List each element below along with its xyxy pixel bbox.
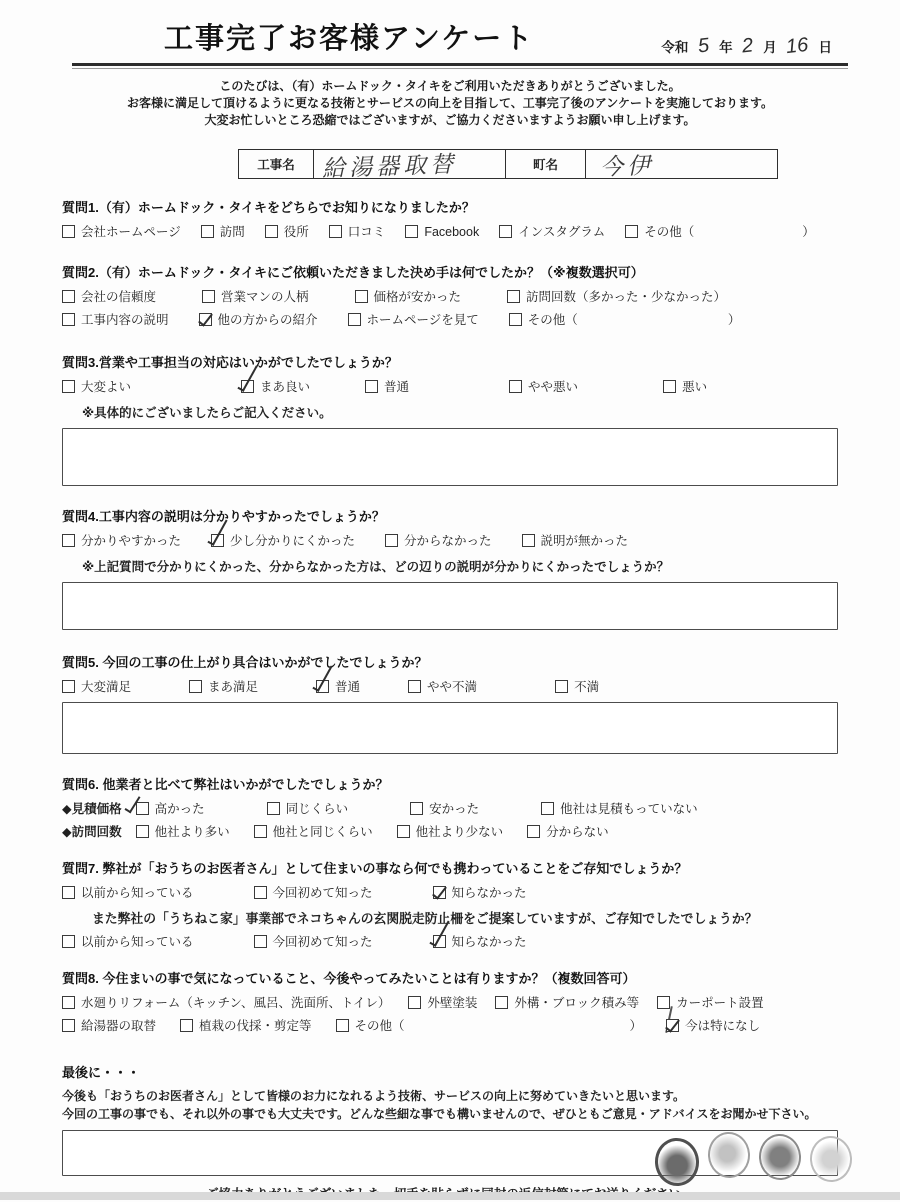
checkbox	[625, 225, 638, 238]
option	[199, 312, 318, 328]
checkbox	[267, 802, 280, 815]
checkbox	[336, 1019, 349, 1032]
option	[541, 801, 698, 817]
question-2-row-1	[62, 289, 838, 305]
option-label: 他の方からの紹介	[217, 312, 318, 327]
option	[663, 379, 707, 395]
seal-stamp-icon	[808, 1135, 853, 1184]
question-4-options	[62, 533, 838, 549]
option-label: 他社より少ない	[415, 824, 504, 839]
checkbox	[509, 313, 522, 326]
option-label: 悪い	[682, 379, 708, 394]
checkbox	[555, 680, 568, 693]
stamps	[655, 1132, 852, 1186]
checkbox	[62, 313, 75, 326]
checkbox	[202, 290, 215, 303]
seal-stamp-icon	[653, 1137, 700, 1188]
checkbox	[329, 225, 342, 238]
option-label: 他社は見積もっていない	[560, 801, 698, 816]
question-4	[62, 508, 838, 630]
page-title: 工事完了お客様アンケート	[164, 23, 535, 55]
option-label: インスタグラム	[518, 224, 606, 239]
option-label: 高かった	[154, 801, 205, 816]
option-label: やや不満	[427, 679, 478, 694]
question-2-heading: 質問2.（有）ホームドック・タイキにご依頼いただきました決め手は何でしたか？（※複数選択可）	[62, 264, 644, 280]
option	[62, 885, 194, 901]
option-label: 大変満足	[81, 679, 132, 694]
option	[329, 224, 386, 240]
option-label: 安かった	[429, 801, 480, 816]
option-label: 役所	[283, 224, 309, 239]
option-label: 普通	[384, 379, 410, 394]
checkbox	[62, 935, 75, 948]
handwritten-town-name: 今伊	[599, 152, 655, 180]
option	[336, 1018, 643, 1034]
town-name-label: 町名	[505, 150, 585, 178]
option	[254, 885, 373, 901]
checkbox	[509, 380, 522, 393]
checkbox	[62, 534, 75, 547]
option-label: 分かりやすかった	[81, 533, 182, 548]
checkbox	[136, 802, 149, 815]
checkbox	[62, 380, 75, 393]
option-label: 知らなかった	[451, 885, 527, 900]
checkbox	[62, 1019, 75, 1032]
checkbox	[265, 225, 278, 238]
checkbox	[495, 996, 508, 1009]
checkbox	[408, 680, 421, 693]
question-8-heading: 質問8. 今住まいの事で気になっていること、今後やってみたいことは有りますか？（複数回答可）	[62, 970, 636, 986]
question-6-row-1	[62, 801, 838, 817]
title-underline-thin	[72, 68, 848, 69]
option	[507, 289, 726, 305]
scan-edge	[0, 1192, 900, 1200]
question-4-comment-box	[62, 582, 838, 630]
question-2	[62, 264, 838, 328]
checkbox	[254, 825, 267, 838]
option-label: その他（	[354, 1018, 405, 1033]
closing-line: 今後も「おうちのお医者さん」として皆様のお力になれるよう技術、サービスの向上に努めていきたいと思います。	[62, 1088, 686, 1103]
question-1-options	[62, 224, 838, 240]
checkbox	[62, 886, 75, 899]
option-label: 不満	[574, 679, 600, 694]
option-label: 同じくらい	[285, 801, 349, 816]
checkbox	[254, 886, 267, 899]
handwritten-work-name: 給湯器取替	[321, 150, 458, 182]
question-4-note: ※上記質問で分かりにくかった、分からなかった方は、どの辺りの説明が分かりにくかったでしょうか？	[82, 559, 670, 574]
option	[254, 934, 373, 950]
option	[136, 824, 230, 840]
checkbox	[316, 680, 329, 693]
question-8	[62, 970, 838, 1034]
row-prefix: ◆見積価格	[62, 801, 122, 816]
question-8-row-2	[62, 1018, 838, 1034]
question-5	[62, 654, 838, 754]
option-label: 今回初めて知った	[272, 885, 373, 900]
option	[495, 995, 639, 1011]
option	[62, 995, 390, 1011]
checkbox	[663, 380, 676, 393]
checkbox	[348, 313, 361, 326]
checkbox	[211, 534, 224, 547]
question-2-row-2	[62, 312, 838, 328]
question-6-row-2	[62, 824, 838, 840]
option-label: 植栽の伐採・剪定等	[199, 1018, 312, 1033]
option	[355, 289, 462, 305]
option	[410, 801, 479, 817]
checkbox	[666, 1019, 679, 1032]
question-3-heading: 質問3.営業や工事担当の対応はいかがでしたでしょうか？	[62, 354, 398, 370]
work-info-table	[238, 149, 778, 182]
option	[136, 801, 205, 817]
option	[62, 679, 131, 695]
option-label: その他（	[527, 312, 578, 327]
option	[555, 679, 599, 695]
work-name-value	[313, 150, 505, 182]
option-label: まあ満足	[208, 679, 259, 694]
checkbox	[189, 680, 202, 693]
option	[265, 224, 309, 240]
checkbox	[62, 680, 75, 693]
option-label: 外壁塗装	[427, 995, 478, 1010]
option-label: 水廻りリフォーム（キッチン、風呂、洗面所、トイレ）	[81, 995, 391, 1010]
option	[499, 224, 605, 240]
handwritten-day: 16	[785, 33, 810, 59]
option-label: 説明が無かった	[540, 533, 629, 548]
question-7	[62, 860, 838, 950]
option	[527, 824, 609, 840]
question-7-heading: 質問7. 弊社が「おうちのお医者さん」として住まいの事なら何でも携わっていることをご存知でしょうか？	[62, 860, 688, 876]
intro-text	[62, 78, 838, 129]
question-4-heading: 質問4.工事内容の説明は分かりやすかったでしょうか？	[62, 508, 385, 524]
option	[509, 312, 741, 328]
option-label: Facebook	[424, 224, 480, 239]
checkbox	[180, 1019, 193, 1032]
intro-line: お客様に満足して頂けるように更なる技術とサービスの向上を目指して、工事完了後のアンケートを実施しております。	[126, 95, 774, 110]
question-7-row-2	[62, 934, 838, 950]
checkbox	[405, 225, 418, 238]
option	[62, 289, 156, 305]
intro-line: このたびは、（有）ホームドック・タイキをご利用いただきありがとうございました。	[219, 78, 681, 93]
option-label: 普通	[335, 679, 361, 694]
question-5-options	[62, 679, 838, 695]
town-name-value	[585, 150, 777, 178]
question-6	[62, 776, 838, 840]
checkbox	[62, 996, 75, 1009]
option	[433, 885, 527, 901]
checkbox	[365, 380, 378, 393]
checkbox	[527, 825, 540, 838]
option-paren-close: ）	[802, 224, 815, 239]
option-label: 他社と同じくらい	[272, 824, 373, 839]
option	[62, 1018, 156, 1034]
option	[201, 224, 245, 240]
checkbox	[62, 290, 75, 303]
option	[62, 934, 194, 950]
option	[316, 679, 360, 695]
checkbox	[241, 380, 254, 393]
checkbox	[201, 225, 214, 238]
option	[189, 679, 258, 695]
option-label: 会社の信頼度	[81, 289, 157, 304]
option	[522, 533, 629, 549]
handwritten-month: 2	[741, 34, 755, 58]
option-label: 今は特になし	[685, 1018, 761, 1033]
option-label: 分からない	[546, 824, 609, 839]
checkbox	[522, 534, 535, 547]
option	[433, 934, 527, 950]
option	[62, 533, 181, 549]
option	[254, 824, 373, 840]
question-5-heading: 質問5. 今回の工事の仕上がり具合はいかがでしたでしょうか？	[62, 654, 428, 670]
title-underline	[72, 63, 848, 66]
question-6-heading: 質問6. 他業者と比べて弊社はいかがでしたでしょうか？	[62, 776, 389, 792]
option-paren-close: ）	[629, 1018, 643, 1033]
handwritten-year: 5	[697, 34, 711, 58]
checkbox	[657, 996, 670, 1009]
date-month-label: 月	[763, 40, 777, 55]
option	[365, 379, 409, 395]
survey-date	[661, 35, 832, 58]
seal-stamp-icon	[706, 1131, 751, 1180]
question-1	[62, 199, 838, 240]
option	[211, 533, 355, 549]
option	[62, 312, 169, 328]
closing-line: 今回の工事の事でも、それ以外の事でも大丈夫です。どんな些細な事でも構いませんので、ぜひともご意見・アドバイスをお聞かせ下さい。	[62, 1106, 817, 1121]
option-label: 大変よい	[81, 379, 132, 394]
option	[408, 679, 477, 695]
option	[180, 1018, 312, 1034]
option-label: 分からなかった	[404, 533, 492, 548]
option-label: やや悪い	[528, 379, 579, 394]
header	[62, 14, 838, 60]
row-prefix: ◆訪問回数	[62, 824, 122, 839]
option-label: 他社より多い	[154, 824, 230, 839]
option	[405, 224, 479, 240]
option	[625, 224, 815, 240]
option-label: 営業マンの人柄	[221, 289, 309, 304]
work-name-label: 工事名	[257, 157, 295, 172]
option-paren-close: ）	[727, 312, 741, 327]
checkbox	[254, 935, 267, 948]
option-label: ホームページを見て	[366, 312, 479, 327]
option-label: その他（	[644, 224, 695, 239]
checkbox	[136, 825, 149, 838]
option	[62, 224, 181, 240]
checkbox	[541, 802, 554, 815]
question-7-row-1	[62, 885, 838, 901]
intro-line: 大変お忙しいところ恐縮ではございますが、ご協力くださいますようお願い申し上げます。	[204, 112, 696, 127]
option	[241, 379, 310, 395]
option	[202, 289, 309, 305]
option	[385, 533, 492, 549]
option-label: 以前から知っている	[81, 885, 194, 900]
checkbox	[410, 802, 423, 815]
option-label: 訪問回数（多かった・少なかった）	[526, 289, 727, 304]
question-3-comment-box	[62, 428, 838, 486]
option-label: 今回初めて知った	[272, 934, 373, 949]
option-label: 外構・ブロック積み等	[514, 995, 640, 1010]
option-label: まあ良い	[260, 379, 311, 394]
option	[657, 995, 764, 1011]
date-year-label: 年	[719, 40, 733, 55]
option	[348, 312, 479, 328]
checkbox	[385, 534, 398, 547]
option	[397, 824, 504, 840]
option-label: 会社ホームページ	[81, 224, 181, 239]
question-3	[62, 354, 838, 486]
option-label: 口コミ	[347, 224, 386, 239]
option	[509, 379, 578, 395]
question-5-comment-box	[62, 702, 838, 754]
option	[666, 1018, 760, 1034]
question-8-row-1	[62, 995, 838, 1011]
seal-stamp-icon	[757, 1133, 802, 1182]
option-label: 少し分かりにくかった	[230, 533, 356, 548]
date-era-label: 令和	[661, 40, 689, 55]
option-label: カーポート設置	[676, 995, 764, 1010]
question-1-heading: 質問1.（有）ホームドック・タイキをどちらでお知りになりましたか？	[62, 199, 475, 215]
question-7-sub-heading: また弊社の「うちねこ家」事業部でネコちゃんの玄関脱走防止柵をご提案していますが、ご存知でしたでしょうか？	[92, 910, 758, 926]
checkbox	[397, 825, 410, 838]
option-label: 工事内容の説明	[81, 312, 169, 327]
option	[408, 995, 477, 1011]
question-3-options	[62, 379, 838, 395]
checkbox	[199, 313, 212, 326]
option-label: 以前から知っている	[81, 934, 194, 949]
checkbox	[62, 225, 75, 238]
checkbox	[408, 996, 421, 1009]
closing-heading: 最後に・・・	[62, 1064, 141, 1080]
checkbox	[499, 225, 512, 238]
option	[267, 801, 349, 817]
option-label: 価格が安かった	[373, 289, 462, 304]
option-label: 訪問	[219, 224, 245, 239]
question-3-note: ※具体的にございましたらご記入ください。	[82, 405, 332, 420]
date-day-label: 日	[818, 40, 832, 55]
option-label: 給湯器の取替	[81, 1018, 157, 1033]
checkbox	[433, 935, 446, 948]
option-label: 知らなかった	[451, 934, 527, 949]
option	[62, 379, 131, 395]
checkbox	[433, 886, 446, 899]
checkbox	[355, 290, 368, 303]
checkbox	[507, 290, 520, 303]
